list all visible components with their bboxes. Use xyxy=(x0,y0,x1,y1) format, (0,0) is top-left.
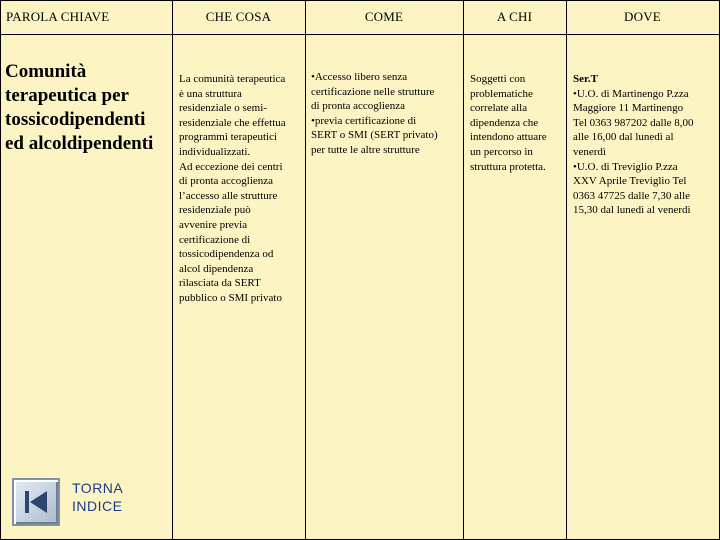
text-line: alcol dipendenza xyxy=(179,262,254,275)
text-line: correlate alla xyxy=(470,102,528,115)
text-line: certificazione nelle strutture xyxy=(311,85,435,98)
text-line: 0363 47725 dalle 7,30 alle xyxy=(573,189,691,202)
text-line: residenziale può xyxy=(179,204,251,217)
text-line: intendono attuare xyxy=(470,131,547,144)
text-line: programmi terapeutici xyxy=(179,131,278,144)
keyword-title xyxy=(5,60,170,156)
text-line: tossicodipendenza od xyxy=(179,248,274,261)
text-line: dipendenza che xyxy=(470,116,539,129)
text-line: XXV Aprile Treviglio Tel xyxy=(573,175,687,188)
header-che-cosa: CHE COSA xyxy=(205,9,272,24)
text-line: La comunità terapeutica xyxy=(179,73,286,85)
header-dove: DOVE xyxy=(624,9,661,24)
torna-indice-button[interactable] xyxy=(12,478,60,526)
column-divider xyxy=(172,0,173,540)
dove-text xyxy=(573,72,718,218)
header-divider xyxy=(0,34,720,35)
text-line: l’accesso alle strutture xyxy=(179,189,278,202)
back-label-line: INDICE xyxy=(72,498,123,514)
text-line: per tutte le altre strutture xyxy=(311,143,420,156)
text-line: residenziale o semi- xyxy=(179,102,267,115)
text-line: è una struttura xyxy=(179,87,242,100)
text-line: struttura protetta. xyxy=(470,160,546,173)
dove-title-text: Ser.T xyxy=(573,73,598,85)
come-text xyxy=(311,70,461,158)
text-line: pubblico o SMI privato xyxy=(179,291,282,304)
text-line: •previa certificazione di xyxy=(311,114,417,127)
che-cosa-text xyxy=(179,72,303,306)
text-line: •Accesso libero senza xyxy=(311,71,408,83)
text-line: residenziale che effettua xyxy=(179,116,286,129)
text-line: avvenire previa xyxy=(179,218,248,231)
column-divider xyxy=(463,0,464,540)
text-line: venerdì xyxy=(573,145,606,158)
keyword-line: Comunità xyxy=(5,61,87,82)
text-line: rilasciata da SERT xyxy=(179,277,261,290)
text-line: individualizzati. xyxy=(179,145,251,158)
text-line: •U.O. di Martinengo P.zza xyxy=(573,87,689,100)
text-line: Maggiore 11 Martinengo xyxy=(573,102,684,115)
text-line: alle 16,00 dal lunedì al xyxy=(573,131,674,144)
torna-indice-link[interactable] xyxy=(72,479,123,515)
skip-back-icon xyxy=(18,484,54,520)
text-line: problematiche xyxy=(470,87,533,100)
column-divider xyxy=(305,0,306,540)
text-line: Tel 0363 987202 dalle 8,00 xyxy=(573,116,694,129)
text-line: certificazione di xyxy=(179,233,251,246)
text-line: SERT o SMI (SERT privato) xyxy=(311,129,438,142)
text-line: di pronta accoglienza xyxy=(311,100,406,113)
text-line: di pronta accoglienza xyxy=(179,175,274,188)
keyword-line: tossicodipendenti xyxy=(5,109,146,130)
text-line: un percorso in xyxy=(470,145,533,158)
text-line: 15,30 dal lunedì al venerdì xyxy=(573,204,691,217)
table-border-left xyxy=(0,0,1,540)
column-divider xyxy=(566,0,567,540)
keyword-line: terapeutica per xyxy=(5,85,129,106)
dove-title xyxy=(573,72,718,87)
header-a-chi: A CHI xyxy=(496,9,533,24)
back-label-line: TORNA xyxy=(72,480,124,496)
keyword-line: ed alcoldipendenti xyxy=(5,133,154,154)
header-parola-chiave: PAROLA CHIAVE xyxy=(6,9,110,24)
text-line: Soggetti con xyxy=(470,73,526,85)
text-line: •U.O. di Treviglio P.zza xyxy=(573,160,678,173)
text-line: Ad eccezione dei centri xyxy=(179,160,283,173)
a-chi-text xyxy=(470,72,564,174)
header-come: COME xyxy=(364,9,404,24)
